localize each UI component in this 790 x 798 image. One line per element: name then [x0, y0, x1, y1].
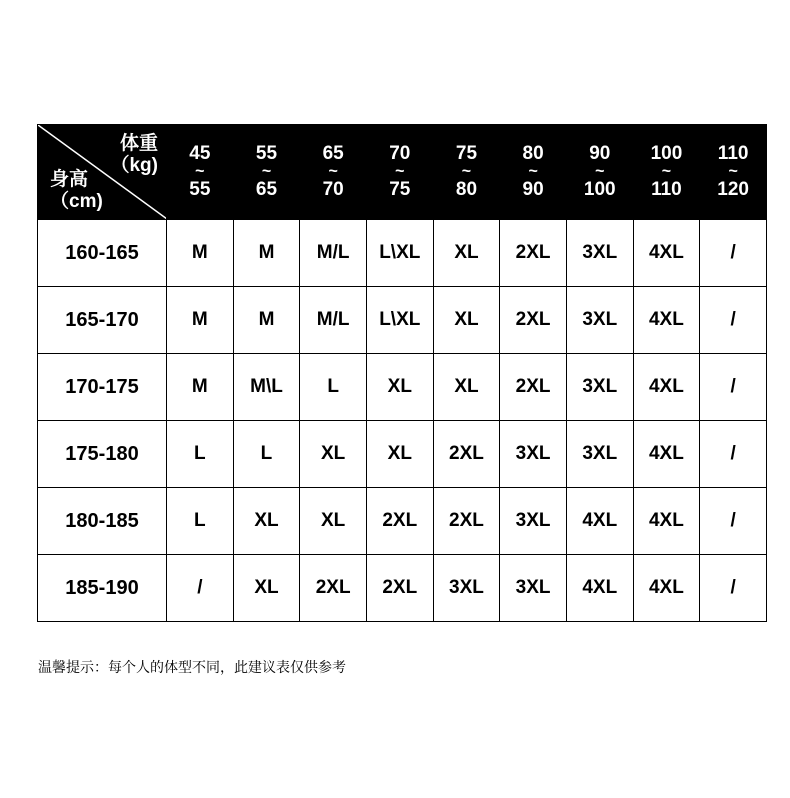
weight-label: 体重: [119, 133, 158, 154]
weight-range-header: [300, 125, 367, 220]
size-cell: /: [700, 220, 767, 287]
weight-range-header: [500, 125, 567, 220]
size-cell: XL: [300, 488, 367, 555]
size-cell: L: [167, 488, 234, 555]
range-separator: ~: [261, 163, 272, 180]
size-cell: 4XL: [633, 287, 700, 354]
table-row: [38, 488, 767, 555]
height-range-cell: 170-175: [38, 354, 167, 421]
tip-note: 温馨提示：每个人的体型不同，此建议表仅供参考: [38, 660, 346, 676]
size-cell: 3XL: [500, 488, 567, 555]
weight-range: [567, 144, 633, 200]
height-range-cell: 185-190: [38, 555, 167, 622]
size-cell: M: [167, 287, 234, 354]
size-cell: 2XL: [500, 220, 567, 287]
size-cell: /: [700, 421, 767, 488]
size-cell: /: [700, 555, 767, 622]
size-cell: XL: [433, 220, 500, 287]
size-cell: XL: [233, 488, 300, 555]
range-low: 45: [189, 143, 211, 164]
range-high: 75: [389, 179, 411, 200]
range-low: 55: [255, 143, 278, 164]
size-cell: 4XL: [633, 488, 700, 555]
size-cell: XL: [233, 555, 300, 622]
height-label: 身高: [50, 169, 89, 190]
size-cell: 2XL: [300, 555, 367, 622]
weight-range-header: [700, 125, 767, 220]
size-cell: M: [167, 220, 234, 287]
header-row: [38, 125, 767, 220]
size-cell: /: [167, 555, 234, 622]
size-cell: /: [700, 287, 767, 354]
header-corner-cell: [38, 125, 167, 220]
size-cell: M: [167, 354, 234, 421]
size-cell: 4XL: [633, 421, 700, 488]
size-cell: L: [300, 354, 367, 421]
range-low: 90: [589, 143, 611, 164]
range-high: 65: [255, 179, 278, 200]
range-low: 110: [717, 143, 749, 164]
size-cell: 3XL: [566, 220, 633, 287]
range-separator: ~: [395, 163, 405, 180]
size-cell: XL: [366, 421, 433, 488]
table-header: [38, 125, 767, 220]
size-cell: M/L: [300, 220, 367, 287]
weight-range: [300, 144, 366, 200]
size-cell: /: [700, 354, 767, 421]
weight-axis-label: [110, 133, 158, 177]
range-high: 55: [189, 179, 211, 200]
range-high: 90: [522, 179, 544, 200]
range-high: 70: [322, 179, 344, 200]
height-range-cell: 165-170: [38, 287, 167, 354]
weight-range: [234, 144, 300, 200]
height-range-cell: 160-165: [38, 220, 167, 287]
table-body: [38, 220, 767, 622]
size-cell: 3XL: [500, 555, 567, 622]
table-row: [38, 421, 767, 488]
table-row: [38, 220, 767, 287]
range-separator: ~: [728, 163, 738, 180]
size-cell: 2XL: [500, 287, 567, 354]
height-range-cell: 175-180: [38, 421, 167, 488]
weight-unit: （kg): [110, 155, 158, 176]
size-cell: 4XL: [633, 555, 700, 622]
size-cell: L: [233, 421, 300, 488]
size-cell: 2XL: [433, 421, 500, 488]
table-row: [38, 287, 767, 354]
size-cell: L: [167, 421, 234, 488]
size-cell: 3XL: [566, 421, 633, 488]
size-cell: L\XL: [366, 220, 433, 287]
height-unit: （cm): [50, 191, 103, 212]
size-cell: M: [233, 220, 300, 287]
weight-range: [634, 144, 700, 200]
size-cell: 4XL: [633, 220, 700, 287]
size-cell: /: [700, 488, 767, 555]
range-separator: ~: [461, 163, 472, 180]
weight-range-header: [633, 125, 700, 220]
range-separator: ~: [195, 163, 205, 180]
height-range-cell: 180-185: [38, 488, 167, 555]
size-cell: 2XL: [433, 488, 500, 555]
weight-range-header: [233, 125, 300, 220]
table-row: [38, 555, 767, 622]
size-cell: 4XL: [633, 354, 700, 421]
size-cell: XL: [433, 354, 500, 421]
weight-range-header: [167, 125, 234, 220]
range-high: 120: [717, 179, 749, 200]
table-row: [38, 354, 767, 421]
range-low: 100: [650, 143, 683, 164]
size-cell: XL: [300, 421, 367, 488]
range-separator: ~: [595, 163, 605, 180]
size-cell: 4XL: [566, 555, 633, 622]
weight-range: [367, 144, 433, 200]
size-cell: M: [233, 287, 300, 354]
range-high: 80: [455, 179, 478, 200]
range-low: 70: [389, 143, 411, 164]
size-cell: XL: [366, 354, 433, 421]
size-chart-table: [37, 124, 767, 622]
size-cell: 2XL: [366, 555, 433, 622]
range-low: 65: [322, 143, 344, 164]
size-cell: 3XL: [500, 421, 567, 488]
range-separator: ~: [528, 163, 538, 180]
height-axis-label: [50, 169, 103, 213]
weight-range: [500, 144, 566, 200]
weight-range-header: [366, 125, 433, 220]
weight-range: [167, 144, 233, 200]
weight-range-header: [566, 125, 633, 220]
size-cell: 3XL: [566, 354, 633, 421]
range-high: 100: [583, 179, 616, 200]
size-cell: M\L: [233, 354, 300, 421]
size-cell: L\XL: [366, 287, 433, 354]
range-low: 80: [522, 143, 544, 164]
range-low: 75: [455, 143, 478, 164]
size-cell: 3XL: [566, 287, 633, 354]
range-separator: ~: [328, 163, 338, 180]
weight-range-header: [433, 125, 500, 220]
size-cell: XL: [433, 287, 500, 354]
size-cell: 2XL: [366, 488, 433, 555]
size-cell: 4XL: [566, 488, 633, 555]
weight-range: [434, 144, 500, 200]
weight-range: [700, 144, 766, 200]
size-cell: M/L: [300, 287, 367, 354]
range-separator: ~: [661, 163, 672, 180]
size-cell: 3XL: [433, 555, 500, 622]
range-high: 110: [651, 179, 682, 200]
size-cell: 2XL: [500, 354, 567, 421]
